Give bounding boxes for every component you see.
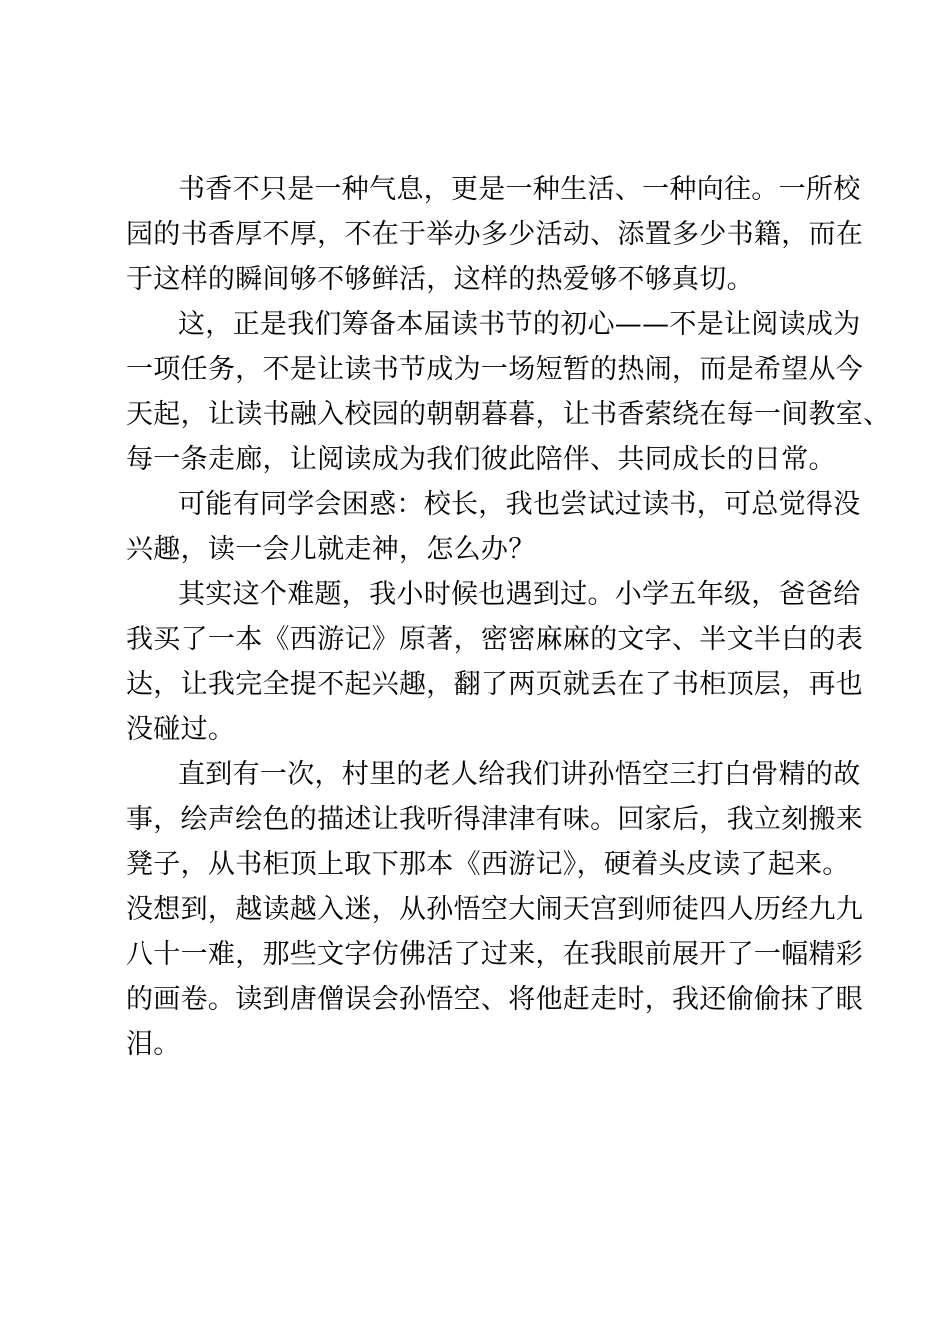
text-line: 书香不只是一种气息，更是一种生活、一种向往。一所校 [178, 174, 861, 205]
paragraph-2 [126, 302, 891, 482]
text-line: 我买了一本《西游记》原著，密密麻麻的文字、半文半白的表 [126, 624, 864, 655]
text-line: 的画卷。读到唐僧误会孙悟空、将他赶走时，我还偷偷抹了眼 [126, 984, 864, 1015]
text-line: 达，让我完全提不起兴趣，翻了两页就丢在了书柜顶层，再也 [126, 669, 864, 700]
text-line: 没碰过。 [126, 714, 236, 745]
text-line: 于这样的瞬间够不够鲜活，这样的热爱够不够真切。 [126, 264, 754, 295]
text-line: 园的书香厚不厚，不在于举办多少活动、添置多少书籍，而在 [126, 219, 864, 250]
text-line: 可能有同学会困惑：校长，我也尝试过读书，可总觉得没 [178, 489, 861, 520]
text-line: 泪。 [126, 1029, 181, 1060]
paragraph-3 [126, 482, 861, 572]
text-line: 这，正是我们筹备本届读书节的初心——不是让阅读成为 [178, 309, 861, 340]
text-line: 其实这个难题，我小时候也遇到过。小学五年级，爸爸给 [178, 579, 861, 610]
text-line: 凳子，从书柜顶上取下那本《西游记》，硬着头皮读了起来。 [126, 849, 850, 880]
paragraph-1 [126, 167, 864, 302]
text-line: 一项任务，不是让读书节成为一场短暂的热闹，而是希望从今 [126, 354, 864, 385]
text-line: 没想到，越读越入迷，从孙悟空大闹天宫到师徒四人历经九九 [126, 894, 864, 925]
text-line: 事，绘声绘色的描述让我听得津津有味。回家后，我立刻搬来 [126, 804, 864, 835]
paragraph-5 [126, 752, 864, 1067]
text-line: 直到有一次，村里的老人给我们讲孙悟空三打白骨精的故 [178, 759, 861, 790]
document-page [126, 167, 891, 1067]
text-line: 天起，让读书融入校园的朝朝暮暮，让书香萦绕在每一间教室、 [126, 399, 891, 430]
text-line: 每一条走廊，让阅读成为我们彼此陪伴、共同成长的日常。 [126, 444, 836, 475]
text-line: 八十一难，那些文字仿佛活了过来，在我眼前展开了一幅精彩 [126, 939, 864, 970]
paragraph-4 [126, 572, 864, 752]
text-line: 兴趣，读一会儿就走神，怎么办？ [126, 534, 536, 565]
